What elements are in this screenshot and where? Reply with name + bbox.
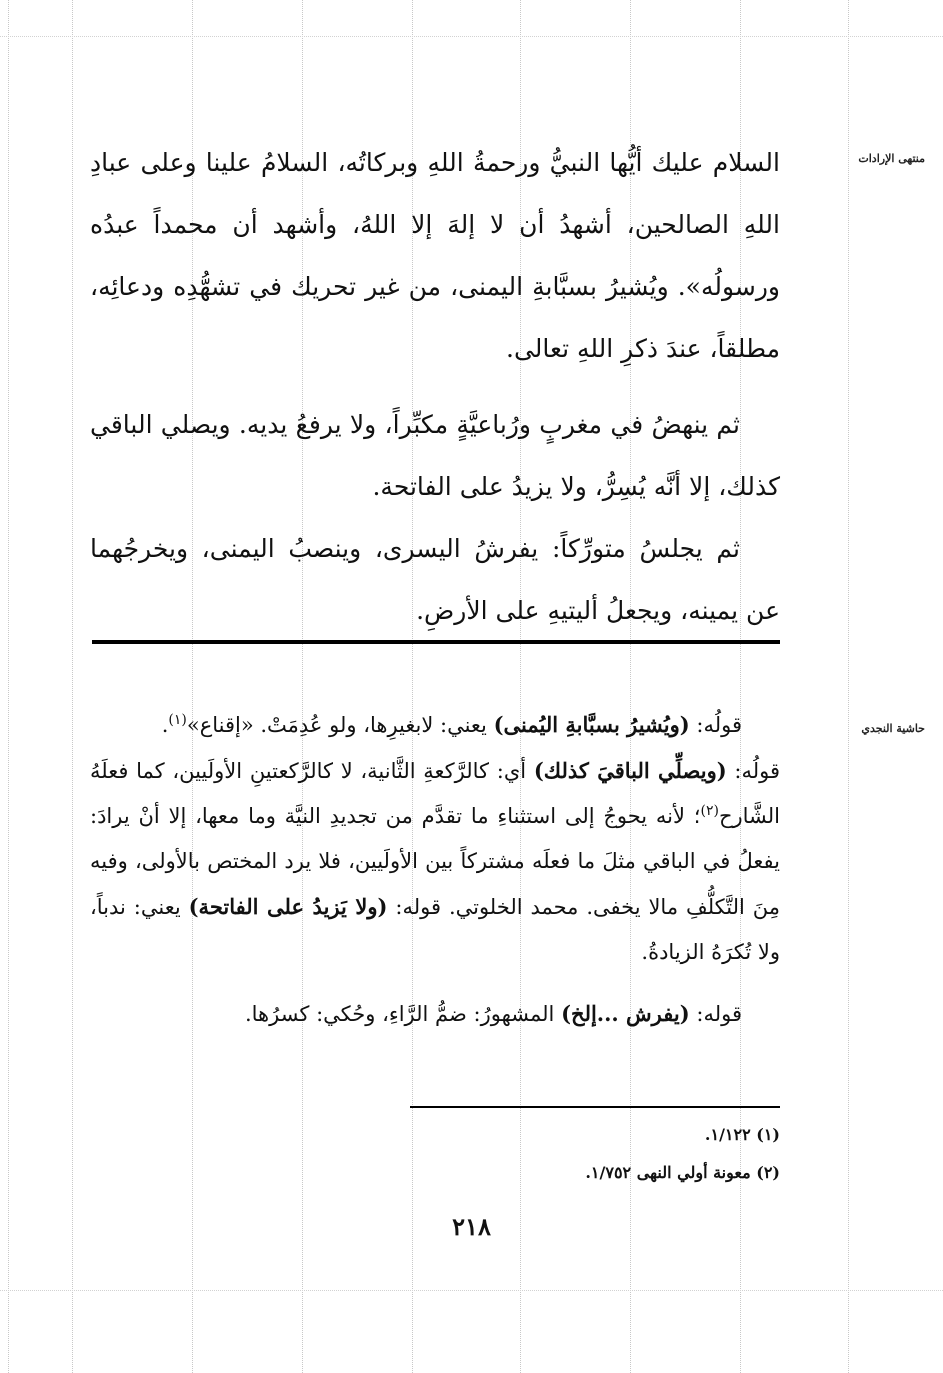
section-divider: [92, 640, 780, 644]
main-paragraph-1: السلام عليك أيُّها النبيُّ ورحمةُ اللهِ وبركاتُه، السلامُ علينا وعلى عبادِ اللهِ الصالحين، أشهدُ أن لا إلهَ إلا اللهُ، وأشهد أن محمداً عبدُه ورسولُه». ويُشيرُ بسبَّابةِ اليمنى، من غير تحريك في تشهُّدِه ودعائِه، مطلقاً، عندَ ذكرِ اللهِ تعالى.: [90, 148, 780, 363]
page-number: ٢١٨: [452, 1212, 491, 1241]
footnote-1: (١) ١/١٢٢.: [704, 1125, 780, 1144]
scan-grid-line: [848, 0, 849, 1373]
margin-label-main: منتهى الإرادات: [858, 152, 925, 165]
note-text: المشهورُ: ضمُّ الرَّاءِ، وحُكي: كسرُها.: [244, 1002, 555, 1026]
main-paragraph-2: ثم ينهضُ في مغربٍ ورُباعيَّةٍ مكبِّراً، ولا يرفعُ يديه. ويصلي الباقي كذلك، إلا أنَّه يُسِرُّ، ولا يزيدُ على الفاتحة.: [90, 410, 780, 501]
footnote-divider: [410, 1106, 780, 1108]
note-end: .: [161, 713, 169, 737]
note-quote: (يفرش ...إلخ): [561, 1001, 690, 1026]
note-qawluh: قولُه:: [734, 759, 780, 783]
scan-grid-line: [8, 0, 9, 1373]
note-1: [90, 702, 780, 748]
footnote-marker: (٢): [700, 803, 719, 819]
scan-grid-line: [72, 0, 73, 1373]
main-text: [90, 132, 780, 642]
margin-label-hashiya: حاشية النجدي: [861, 722, 925, 735]
footnotes: [300, 1116, 780, 1192]
note-quote: (ويُشيرُ بسبَّابةِ اليُمنى): [493, 712, 690, 737]
hashiya-notes: [90, 702, 780, 1037]
note-qawluh: قوله:: [696, 1002, 742, 1026]
note-3: [90, 991, 780, 1037]
footnote-2: (٢) معونة أولي النهى ١/٧٥٢.: [585, 1163, 780, 1182]
main-paragraph-3: ثم يجلسُ متورِّكاً: يفرشُ اليسرى، وينصبُ اليمنى، ويخرجُهما عن يمينه، ويجعلُ أليتيهِ على الأرضِ.: [90, 534, 780, 625]
note-text-continued: ؛ لأنه يحوجُ إلى استثناءِ ما تقدَّم من تجديدِ النيَّة وما معها، إلا أنْ يرادَ: يفعلُ في الباقي مثلَ ما فعلَه مشتركاً بين الأولَيين، فلا يرد المختص بالأولى، وفيه مِنَ التَّكلُّفِ مالا يخفى. محمد الخلوتي.: [90, 804, 780, 919]
scan-grid-line: [0, 1290, 943, 1291]
note-quote: (ويصلِّي الباقيَ كذلك): [533, 758, 727, 783]
scan-grid-line: [0, 36, 943, 37]
note-text: يعني: ندباً، ولا تُكرَهُ الزيادةُ.: [90, 895, 780, 964]
note-qawluh: قولُه:: [696, 713, 742, 737]
note-qawluh: قوله:: [395, 895, 442, 919]
note-2: [90, 748, 780, 975]
note-quote: (ولا يَزيدُ على الفاتحة): [188, 894, 388, 919]
note-text: أي: كالرَّكعةِ الثَّانية، لا كالرَّكعتينِ الأولَيين، كما فعلَهُ الشَّارح: [90, 759, 780, 828]
note-text: يعني: لابغيرِها، ولو عُدِمَتْ. «إقناع»: [186, 713, 487, 737]
footnote-marker: (١): [168, 712, 187, 728]
